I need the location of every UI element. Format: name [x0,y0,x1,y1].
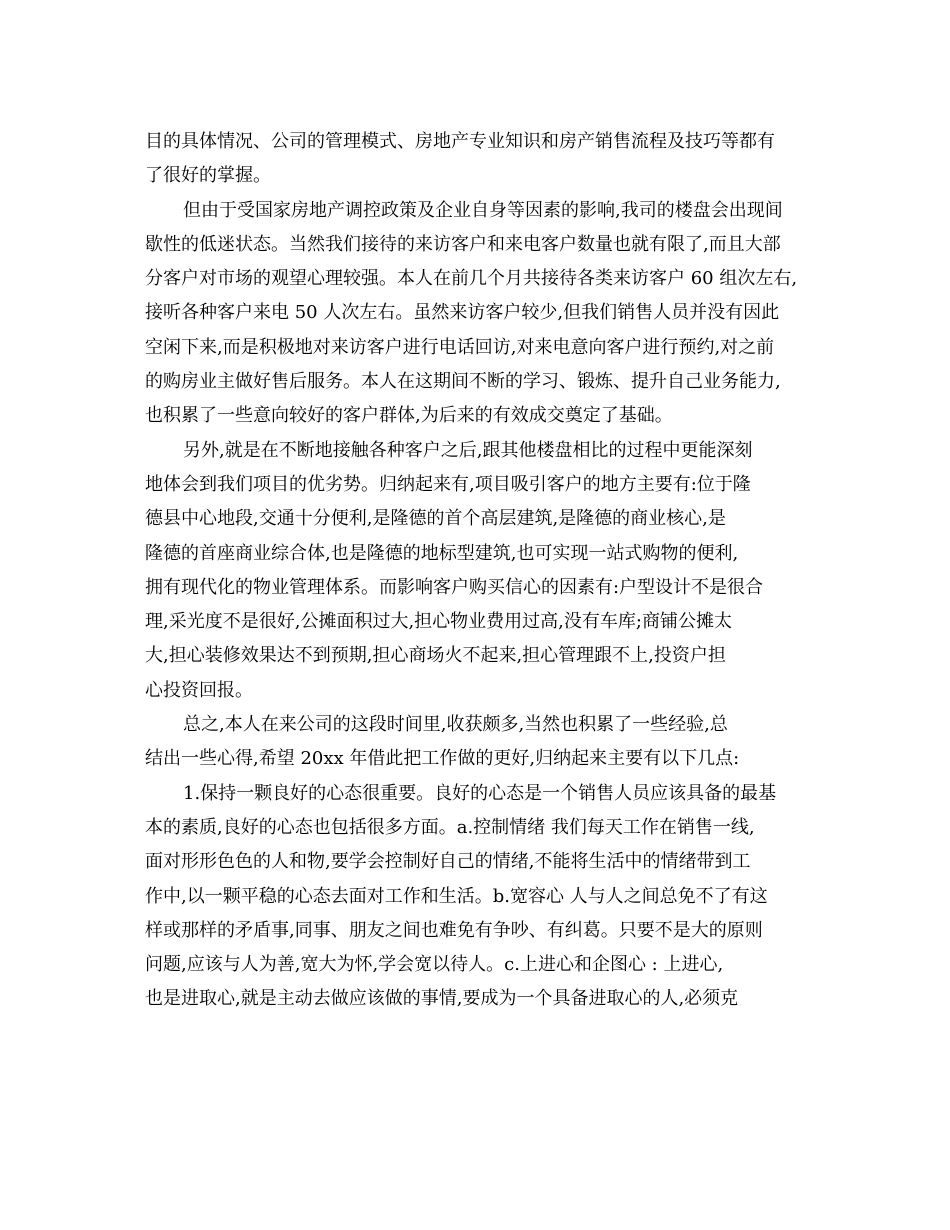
text-line: 作中,以一颗平稳的心态去面对工作和生活。b.宽容心 人与人之间总免不了有这 [145,885,768,907]
text-line: 的购房业主做好售后服务。本人在这期间不断的学习、锻炼、提升自己业务能力, [145,371,781,393]
text-line: 接听各种客户来电 50 人次左右。虽然来访客户较少,但我们销售人员并没有因此 [145,302,780,324]
text-line: 问题,应该与人为善,宽大为怀,学会宽以待人。c.上进心和企图心 : 上进心, [145,954,724,976]
document-body [145,125,805,1017]
text-line: 大,担心装修效果达不到预期,担心商场火不起来,担心管理跟不上,投资户担 [145,645,726,667]
text-line: 分客户对市场的观望心理较强。本人在前几个月共接待各类来访客户 60 组次左右, [145,268,798,290]
paragraph-start-line: 1.保持一颗良好的心态很重要。良好的心态是一个销售人员应该具备的最基 [183,782,777,804]
text-line: 隆德的首座商业综合体,也是隆德的地标型建筑,也可实现一站式购物的便利, [145,542,739,564]
paragraph-start-line: 总之,本人在来公司的这段时间里,收获颇多,当然也积累了一些经验,总 [183,714,728,736]
text-line: 面对形形色色的人和物,要学会控制好自己的情绪,不能将生活中的情绪带到工 [145,851,751,873]
paragraph-start-line: 另外,就是在不断地接触各种客户之后,跟其他楼盘相比的过程中更能深刻 [183,439,753,461]
paragraph-start-line: 但由于受国家房地产调控政策及企业自身等因素的影响,我司的楼盘会出现间 [183,199,783,221]
text-line: 也是进取心,就是主动去做应该做的事情,要成为一个具备进取心的人,必须克 [145,988,739,1010]
text-line: 也积累了一些意向较好的客户群体,为后来的有效成交奠定了基础。 [145,405,673,427]
text-line: 空闲下来,而是积极地对来访客户进行电话回访,对来电意向客户进行预约,对之前 [145,336,775,358]
text-line: 德县中心地段,交通十分便利,是隆德的首个高层建筑,是隆德的商业核心,是 [145,508,726,530]
text-line: 目的具体情况、公司的管理模式、房地产专业知识和房产销售流程及技巧等都有 [145,131,775,152]
text-line: 理,采光度不是很好,公摊面积过大,担心物业费用过高,没有车库;商铺公摊太 [145,611,732,633]
text-line: 结出一些心得,希望 20xx 年借此把工作做的更好,归纳起来主要有以下几点: [145,748,740,770]
text-line: 本的素质,良好的心态也包括很多方面。a.控制情绪 我们每天工作在销售一线, [145,816,755,838]
text-line: 心投资回报。 [145,679,253,701]
text-line: 歇性的低迷状态。当然我们接待的来访客户和来电客户数量也就有限了,而且大部 [145,233,781,255]
text-line: 拥有现代化的物业管理体系。而影响客户购买信心的因素有:户型设计不是很合 [145,576,764,598]
text-line: 地体会到我们项目的优劣势。归纳起来有,项目吸引客户的地方主要有:位于隆 [145,473,751,495]
text-line: 了很好的掌握。 [145,165,271,187]
text-line: 样或那样的矛盾事,同事、朋友之间也难免有争吵、有纠葛。只要不是大的原则 [145,919,763,941]
